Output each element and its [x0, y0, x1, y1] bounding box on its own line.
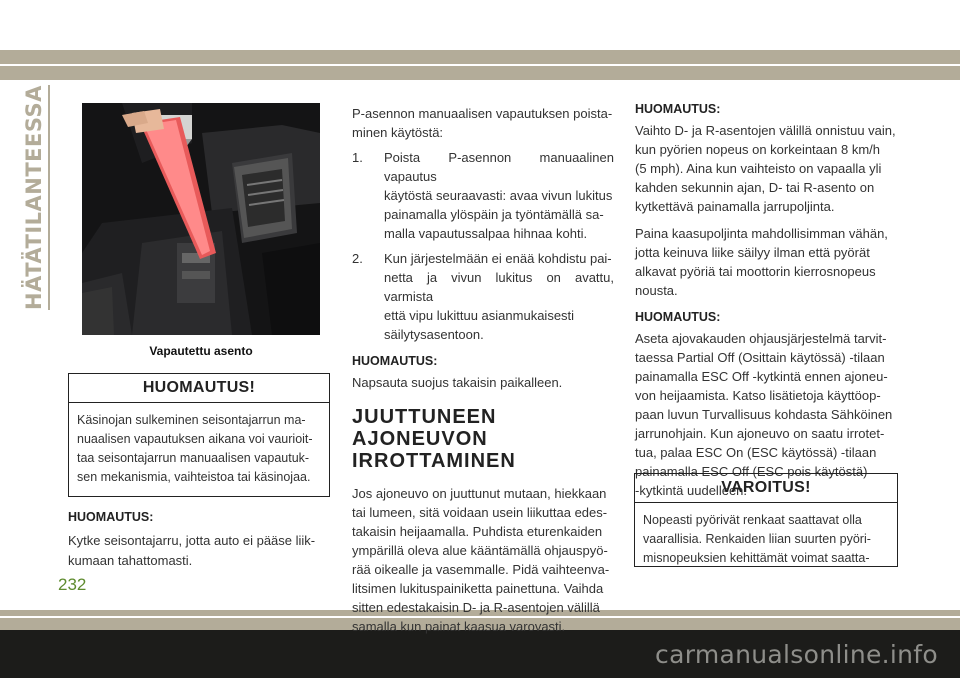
column-2	[352, 104, 614, 636]
list-item: 2. Kun järjestelmään ei enää kohdistu pai- netta ja vivun lukitus on avattu, varmista että vipu lukittuu asianmukaisesti säilytysasentoon.	[352, 251, 614, 342]
intro-text: P-asennon manuaalisen vapautuksen poista- minen käytöstä:	[352, 106, 613, 140]
note-text: Aseta ajovakauden ohjausjärjestelmä tarvit- taessa Partial Off (Osittain käytössä) -tilaan painamalla ESC Off -kytkintä ennen ajoneu- von heijaamista. Katso lisätietoja käyttöop- paan luvun Turvallisuus kohdasta Sähköinen jarrunohjain. Kun ajoneuvo on saatu irrotet- tua, palaa ESC On (ESC käytössä) -tilaan painamalla ESC Off (ESC pois käytöstä) -kytkintä uudelleen.	[635, 331, 893, 498]
release-photo	[82, 103, 320, 335]
note-label: HUOMAUTUS:	[635, 102, 721, 116]
body-paragraph: Jos ajoneuvo on juuttunut mutaan, hiekkaan tai lumeen, sitä voidaan usein liikuttaa edes- takaisin heijaamalla. Puhdista eturenkaiden ympärillä oleva alue kääntämällä ohjauspyö- rää oikealle ja vasemmalle. Pidä vaihteenva- litsimen lukituspainiketta painettuna. Vaihda sitten edestakaisin D- ja R-asentojen välillä samalla kun painat kaasua varovasti.	[352, 486, 610, 634]
warning-box	[634, 473, 898, 567]
warning-text: Nopeasti pyörivät renkaat saattavat olla vaarallisia. Renkaiden liian suurten pyöri- misnopeuksien kehittämät voimat saatta-	[643, 513, 871, 565]
note-label: HUOMAUTUS:	[352, 354, 438, 368]
section-title: HÄTÄTILANTEESSA	[22, 85, 46, 310]
warning-title: VAROITUS!	[635, 474, 897, 503]
section-heading: JUUTTUNEEN AJONEUVON IRROTTAMINEN	[352, 406, 516, 472]
column-3	[635, 100, 899, 500]
photo-caption: Vapautettu asento	[149, 344, 253, 358]
note-label: HUOMAUTUS:	[635, 310, 721, 324]
body-paragraph: Paina kaasupoljinta mahdollisimman vähän, jotta keinuva liike säilyy ilman että pyörät alkavat pyöriä tai moottorin kierrosnopeus nousta.	[635, 226, 888, 298]
note-text: Vaihto D- ja R-asentojen välillä onnistuu vain, kun pyörien nopeus on korkeintaan 8 km/h (5 mph). Aina kun vaihteisto on vapaalla yli kahden sekunnin ajan, D- tai R-asento on kytkettävä painamalla jarrupoljinta.	[635, 123, 896, 214]
list-item: 1. Poista P-asennon manuaalinen vapautus käytöstä seuraavasti: avaa vivun lukitus painamalla ylöspäin ja työntämällä sa- malla vapautussalpaa hihnaa kohti.	[352, 150, 614, 241]
caution-box	[68, 373, 330, 497]
col1-note: HUOMAUTUS: Kytke seisontajarru, jotta auto ei pääse liik- kumaan tahattomasti.	[68, 508, 330, 571]
caution-title: HUOMAUTUS!	[69, 374, 329, 403]
header-band	[0, 50, 960, 80]
note-text: Napsauta suojus takaisin paikalleen.	[352, 375, 563, 390]
caution-text: Käsinojan sulkeminen seisontajarrun ma- nuaalisen vapautuksen aikana voi vaurioit- taa seisontajarrun manuaalisen vapautuk- sen mekanismia, vaihteistoa tai käsinojaa.	[77, 413, 313, 484]
watermark-text: carmanualsonline.info	[655, 640, 938, 669]
note-label: HUOMAUTUS:	[68, 510, 154, 524]
page-number: 232	[58, 575, 87, 594]
